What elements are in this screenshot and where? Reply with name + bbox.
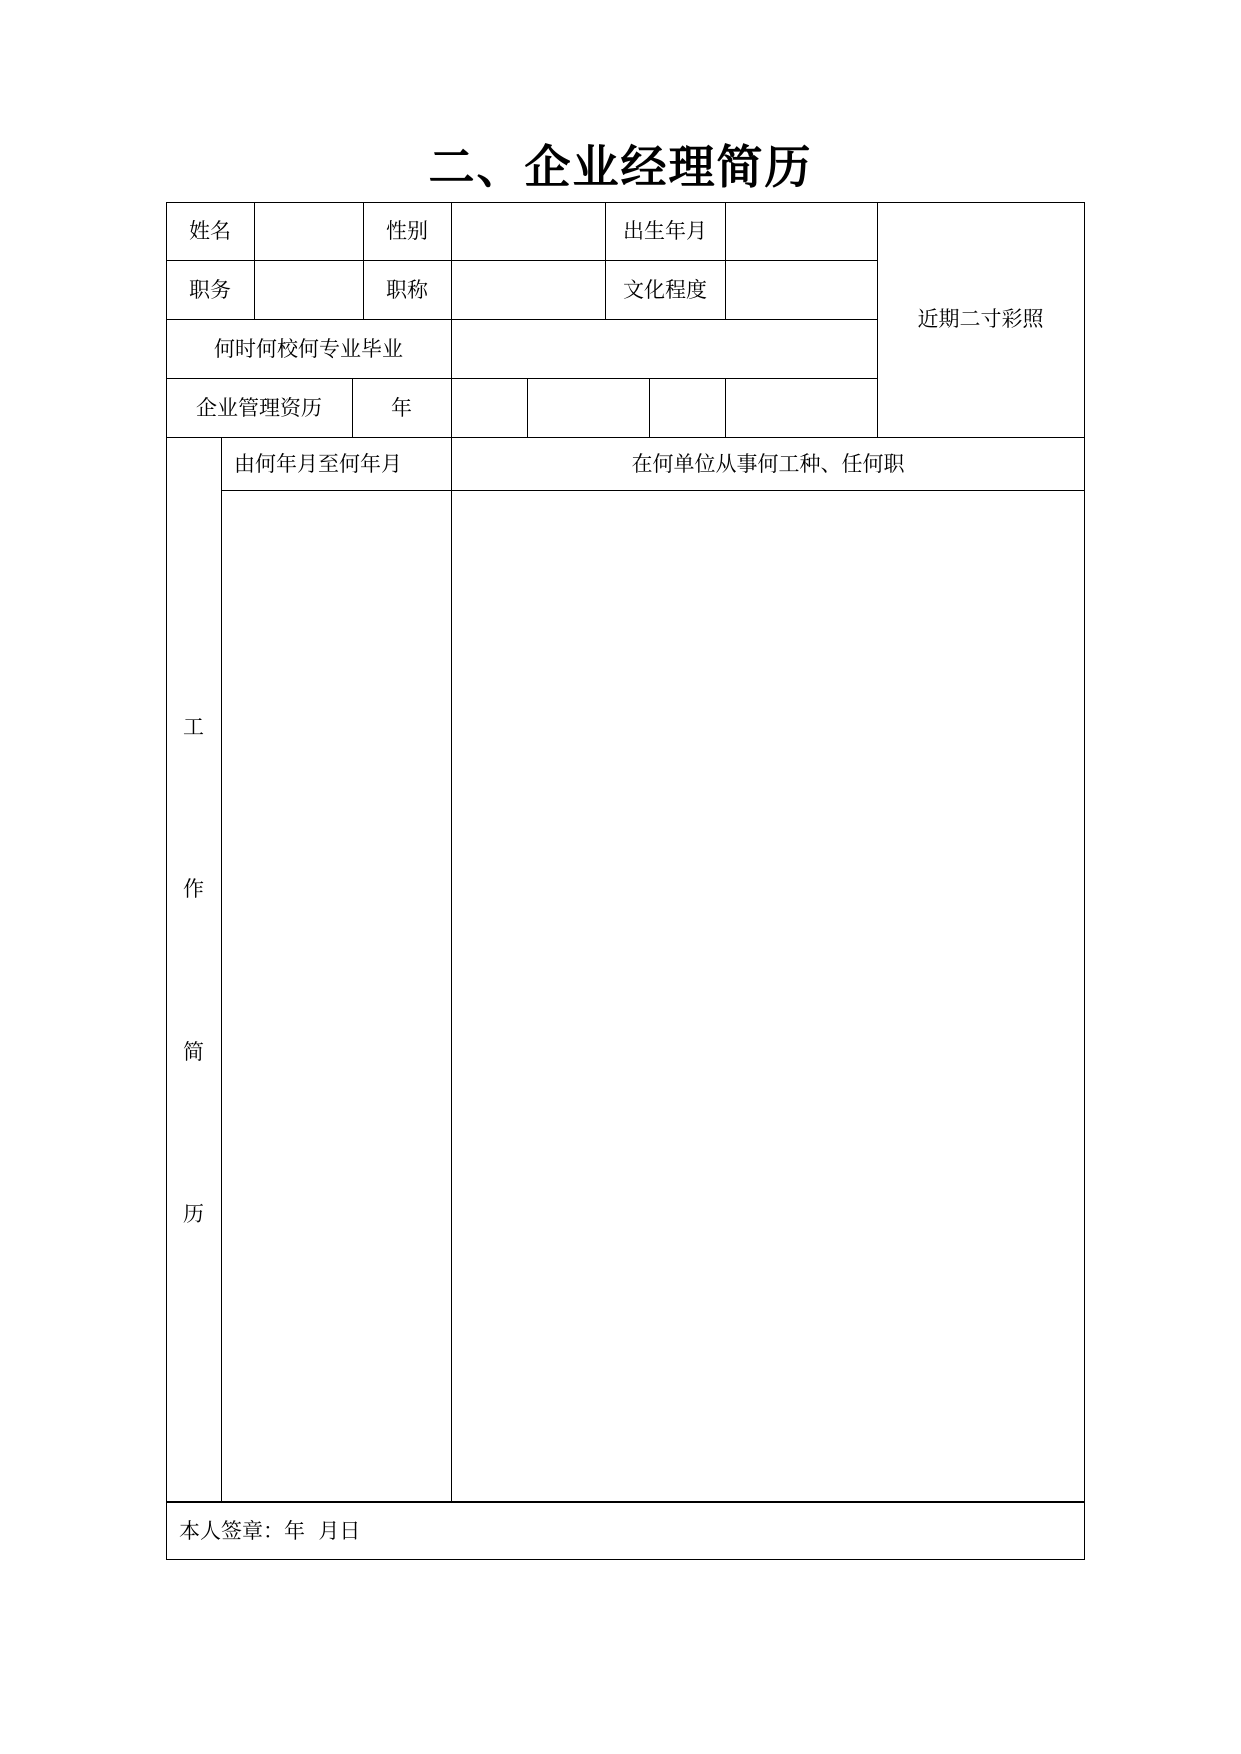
gender-label: 性别 bbox=[386, 219, 428, 243]
education-label: 文化程度 bbox=[623, 278, 707, 302]
resume-form bbox=[166, 202, 1085, 1560]
signature-label: 本人签章：年 月日 bbox=[179, 1519, 361, 1543]
form-border-right bbox=[1084, 202, 1085, 1560]
mgmt-field-4[interactable] bbox=[726, 379, 877, 437]
form-border-bottom bbox=[166, 1559, 1085, 1560]
professional-title-label: 职称 bbox=[386, 278, 428, 302]
page-title: 二、企业经理简历 bbox=[428, 140, 813, 194]
work-history-char-3: 简 bbox=[183, 1040, 204, 1064]
position-label: 职务 bbox=[189, 278, 231, 302]
year-label: 年 bbox=[391, 396, 412, 420]
education-field[interactable] bbox=[726, 261, 877, 319]
period-entry-area[interactable] bbox=[222, 491, 451, 1501]
mgmt-field-2[interactable] bbox=[528, 379, 649, 437]
period-header: 由何年月至何年月 bbox=[234, 452, 402, 476]
position-field[interactable] bbox=[255, 261, 363, 319]
work-history-char-2: 作 bbox=[183, 877, 204, 901]
duty-header: 在何单位从事何工种、任何职 bbox=[631, 452, 905, 476]
mgmt-experience-label: 企业管理资历 bbox=[196, 396, 322, 420]
photo-label: 近期二寸彩照 bbox=[917, 307, 1044, 331]
mgmt-field-3[interactable] bbox=[650, 379, 725, 437]
row-divider-4 bbox=[166, 437, 1085, 438]
signature-field[interactable] bbox=[167, 1503, 1084, 1559]
graduation-field[interactable] bbox=[452, 320, 877, 378]
graduation-label: 何时何校何专业毕业 bbox=[214, 337, 403, 361]
name-field[interactable] bbox=[255, 203, 363, 260]
name-label: 姓名 bbox=[189, 219, 231, 243]
mgmt-field-1[interactable] bbox=[452, 379, 527, 437]
work-history-char-1: 工 bbox=[183, 715, 204, 739]
work-history-char-4: 历 bbox=[183, 1202, 204, 1226]
duty-entry-area[interactable] bbox=[452, 491, 1084, 1501]
gender-field[interactable] bbox=[452, 203, 605, 260]
birth-label: 出生年月 bbox=[623, 219, 707, 243]
professional-title-field[interactable] bbox=[452, 261, 605, 319]
birth-field[interactable] bbox=[726, 203, 877, 260]
